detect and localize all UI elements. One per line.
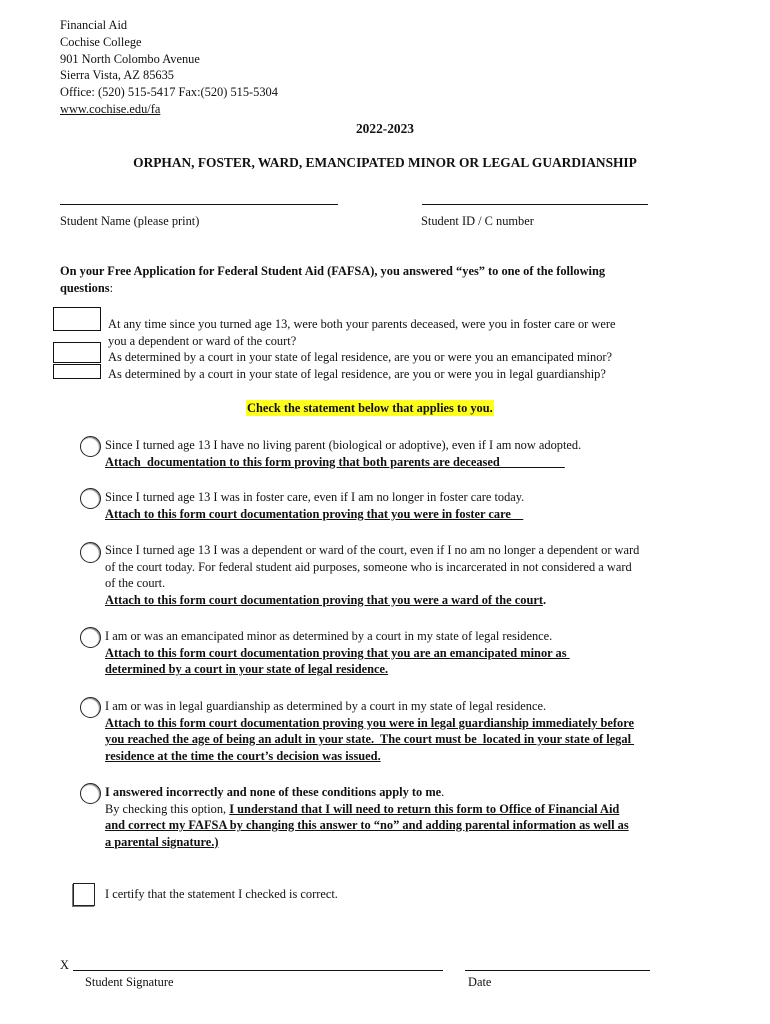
option-text: Since I turned age 13 I have no living parent (biological or adoptive), even if I am now adopted. [105, 438, 582, 452]
option-radio-5[interactable] [80, 697, 101, 718]
attach-suffix: . [543, 592, 547, 607]
incorrect-line-3: and correct my FAFSA by changing this answer to “no” and adding parental information as well as [105, 818, 629, 833]
incorrect-line-2-plain: By checking this option, [105, 801, 230, 816]
address-line: Office: (520) 515-5417 Fax:(520) 515-5304 [60, 85, 278, 100]
signature-label: Student Signature [85, 975, 174, 989]
incorrect-statement: I answered incorrectly and none of these conditions apply to me [105, 785, 442, 799]
student-id-line[interactable] [422, 204, 648, 205]
date-line[interactable] [465, 970, 650, 971]
certify-statement: I certify that the statement I checked is correct. [105, 887, 338, 901]
option-radio-2[interactable] [80, 488, 101, 509]
option-5 [105, 698, 705, 764]
date-label: Date [468, 975, 492, 989]
option-radio-incorrect[interactable] [80, 783, 101, 804]
incorrect-line-2-bold: I understand that I will need to return this form to Office of Financial Aid [229, 801, 620, 816]
option-radio-4[interactable] [80, 627, 101, 648]
incorrect-line-4: a parental signature.) [105, 834, 219, 849]
option-incorrect [105, 784, 705, 850]
award-year: 2022-2023 [355, 121, 415, 136]
fafsa-question-box[interactable] [53, 307, 101, 331]
address-line: 901 North Colombo Avenue [60, 51, 200, 66]
option-2 [105, 489, 705, 522]
option-radio-3[interactable] [80, 542, 101, 563]
student-id-label: Student ID / C number [421, 214, 534, 228]
signature-line[interactable] [73, 970, 443, 971]
address-line: Financial Aid [60, 18, 128, 32]
attach-requirement: Attach to this form court documentation proving that you are an emancipated minor as [105, 645, 570, 660]
form-title: ORPHAN, FOSTER, WARD, EMANCIPATED MINOR OR LEGAL GUARDIANSHIP [133, 155, 637, 170]
option-text: Since I turned age 13 I was a dependent or ward of the court, even if I no am no longer a dependent or ward [105, 543, 640, 557]
option-text: I am or was an emancipated minor as determined by a court in my state of legal residence. [105, 629, 553, 643]
option-text: of the court today. For federal student aid purposes, someone who is incarcerated in not considered a ward [105, 559, 632, 574]
option-3 [105, 542, 705, 608]
address-line: Sierra Vista, AZ 85635 [60, 68, 174, 83]
fafsa-intro [60, 263, 700, 297]
option-text: of the court. [105, 576, 166, 591]
fafsa-intro-text: On your Free Application for Federal Student Aid (FAFSA), you answered “yes” to one of the following [60, 264, 606, 278]
option-4 [105, 628, 705, 678]
office-address [60, 17, 278, 118]
signature-x-mark: X [60, 958, 69, 972]
attach-requirement: residence at the time the court’s decision was issued. [105, 748, 381, 763]
address-line: Cochise College [60, 34, 142, 49]
fafsa-question-box[interactable] [53, 342, 101, 363]
attach-requirement: determined by a court in your state of legal residence. [105, 662, 389, 677]
fafsa-intro-colon: : [109, 281, 114, 295]
student-name-line[interactable] [60, 204, 338, 205]
attach-requirement: Attach documentation to this form proving that both parents are deceased [105, 454, 565, 469]
student-name-label: Student Name (please print) [60, 214, 200, 228]
fafsa-intro-text-2: questions [60, 281, 110, 295]
attach-requirement: Attach to this form court documentation proving that you were in foster care [105, 506, 524, 521]
fafsa-question-2: As determined by a court in your state of legal residence, are you or were you an emancipated minor? [108, 350, 613, 364]
fafsa-question-1: At any time since you turned age 13, were both your parents deceased, were you in foster care or were you a dependent or ward of the court? [108, 317, 616, 348]
certify-checkbox[interactable] [73, 883, 95, 906]
attach-requirement: you reached the age of being an adult in your state. The court must be located in your state of legal [105, 732, 635, 747]
attach-requirement: Attach to this form court documentation proving that you were a ward of the court [105, 592, 543, 607]
website-link[interactable]: www.cochise.edu/fa [60, 101, 161, 116]
attach-requirement: Attach to this form court documentation proving you were in legal guardianship immediately before [105, 715, 634, 730]
option-text: I am or was in legal guardianship as determined by a court in my state of legal residence. [105, 699, 547, 713]
option-radio-1[interactable] [80, 436, 101, 457]
fafsa-question-3: As determined by a court in your state of legal residence, are you or were you in legal guardianship? [108, 367, 606, 381]
option-1 [105, 437, 705, 470]
incorrect-suffix: . [441, 785, 445, 799]
option-text: Since I turned age 13 I was in foster care, even if I am no longer in foster care today. [105, 490, 525, 504]
fafsa-question-box[interactable] [53, 364, 101, 379]
instruction: Check the statement below that applies to you. [247, 401, 493, 415]
